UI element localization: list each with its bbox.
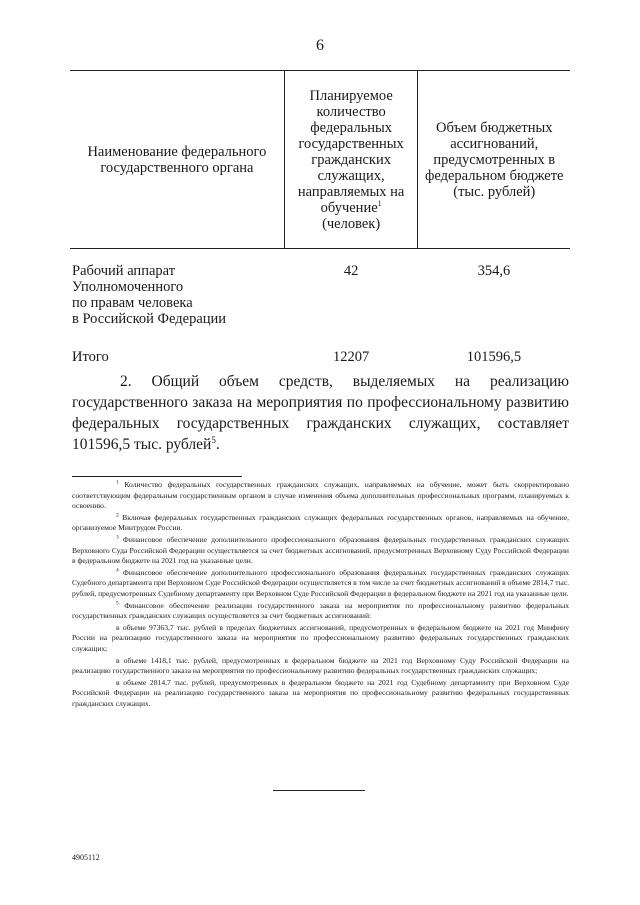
end-divider — [273, 790, 365, 791]
table-row — [70, 249, 570, 328]
total-amount: 101596,5 — [466, 349, 522, 365]
footnote-ref: 1 — [377, 198, 382, 208]
footnotes — [72, 480, 569, 709]
budget-table — [70, 70, 570, 365]
footnote: $^4$ Финансовое обеспечение дополнительного профессионального образования федеральных государственных гражданских служащих Судебного департамента при Верховном Суде Российской Федерации осуществляется в том числе за счет бюджетных ассигнований в объеме 2814,7 тыс. рублей, предусмотренных Судебному департаменту при Верховном Суде Российской Федерации в федеральном бюджете на 2021 год на указанные цели. — [72, 567, 569, 598]
row-amount: 354,6 — [477, 263, 511, 279]
table-header-row — [70, 71, 570, 249]
footnote-continuation: в объеме 1418,1 тыс. рублей, предусмотренных в федеральном бюджете на 2021 год Верховному Суду Российской Федерации на реализацию государственного заказа на мероприятия по профессиональному развитию федеральных государственных гражданских служащих; — [72, 655, 569, 676]
header-planned-count: Планируемое количество федеральных государственных гражданских служащих, направляемых на обучение$^1$ (человек) — [284, 71, 418, 249]
row-count: 42 — [343, 263, 359, 279]
body-paragraph: 2. Общий объем средств, выделяемых на реализацию государственного заказа на мероприятия по профессиональному развитию федеральных государственных гражданских служащих, составляет 101596,5 тыс. рублей$^5$. — [72, 373, 569, 453]
table-total-row — [70, 327, 570, 365]
footnote-continuation: в объеме 97363,7 тыс. рублей в пределах бюджетных ассигнований, предусмотренных в федеральном бюджете на 2021 год Минфину России на реализацию государственного заказа на мероприятия по профессиональному развитию федеральных государственных гражданских служащих; — [72, 622, 569, 653]
row-agency-name: Рабочий аппарат Уполномоченного по правам человека в Российской Федерации — [72, 263, 227, 327]
document-code: 4905112 — [72, 853, 100, 862]
footnote: $^5$ Финансовое обеспечение реализации государственного заказа на мероприятия по профессиональному развитию федеральных государственных гражданских служащих осуществляется за счет бюджетных ассигнований: — [72, 600, 569, 621]
page-number: 6 — [316, 37, 324, 54]
footnote-divider — [72, 476, 242, 477]
footnote-ref: 5 — [211, 434, 216, 445]
total-label: Итого — [72, 349, 109, 365]
header-agency-name: Наименование федерального государственного органа — [70, 71, 284, 249]
header-budget-amount: Объем бюджетных ассигнований, предусмотренных в федеральном бюджете (тыс. рублей) — [418, 71, 570, 249]
footnote-continuation: в объеме 2814,7 тыс. рублей, предусмотренных в федеральном бюджете на 2021 год Судебному департаменту при Верховном Суде Российской Федерации на реализацию государственного заказа на мероприятия по профессиональному развитию федеральных государственных гражданских служащих. — [72, 677, 569, 708]
total-count: 12207 — [333, 349, 370, 365]
footnote: $^1$ Количество федеральных государственных гражданских служащих, направляемых на обучение, может быть скорректировано соответствующим федеральным государственным органом в случае изменения объема дополнительных профессиональных программ, планируемых к освоению. — [72, 479, 569, 511]
footnote: $^2$ Включая федеральных государственных гражданских служащих федеральных государственных органов, направляемых на обучение, организуемое Минтрудом России. — [72, 512, 569, 533]
footnote: $^3$ Финансовое обеспечение дополнительного профессионального образования федеральных государственных гражданских служащих Верховного Суда Российской Федерации осуществляется за счет бюджетных ассигнований, предусмотренных Верховному Суду Российской Федерации в федеральном бюджете на 2021 год на указанные цели. — [72, 534, 569, 566]
